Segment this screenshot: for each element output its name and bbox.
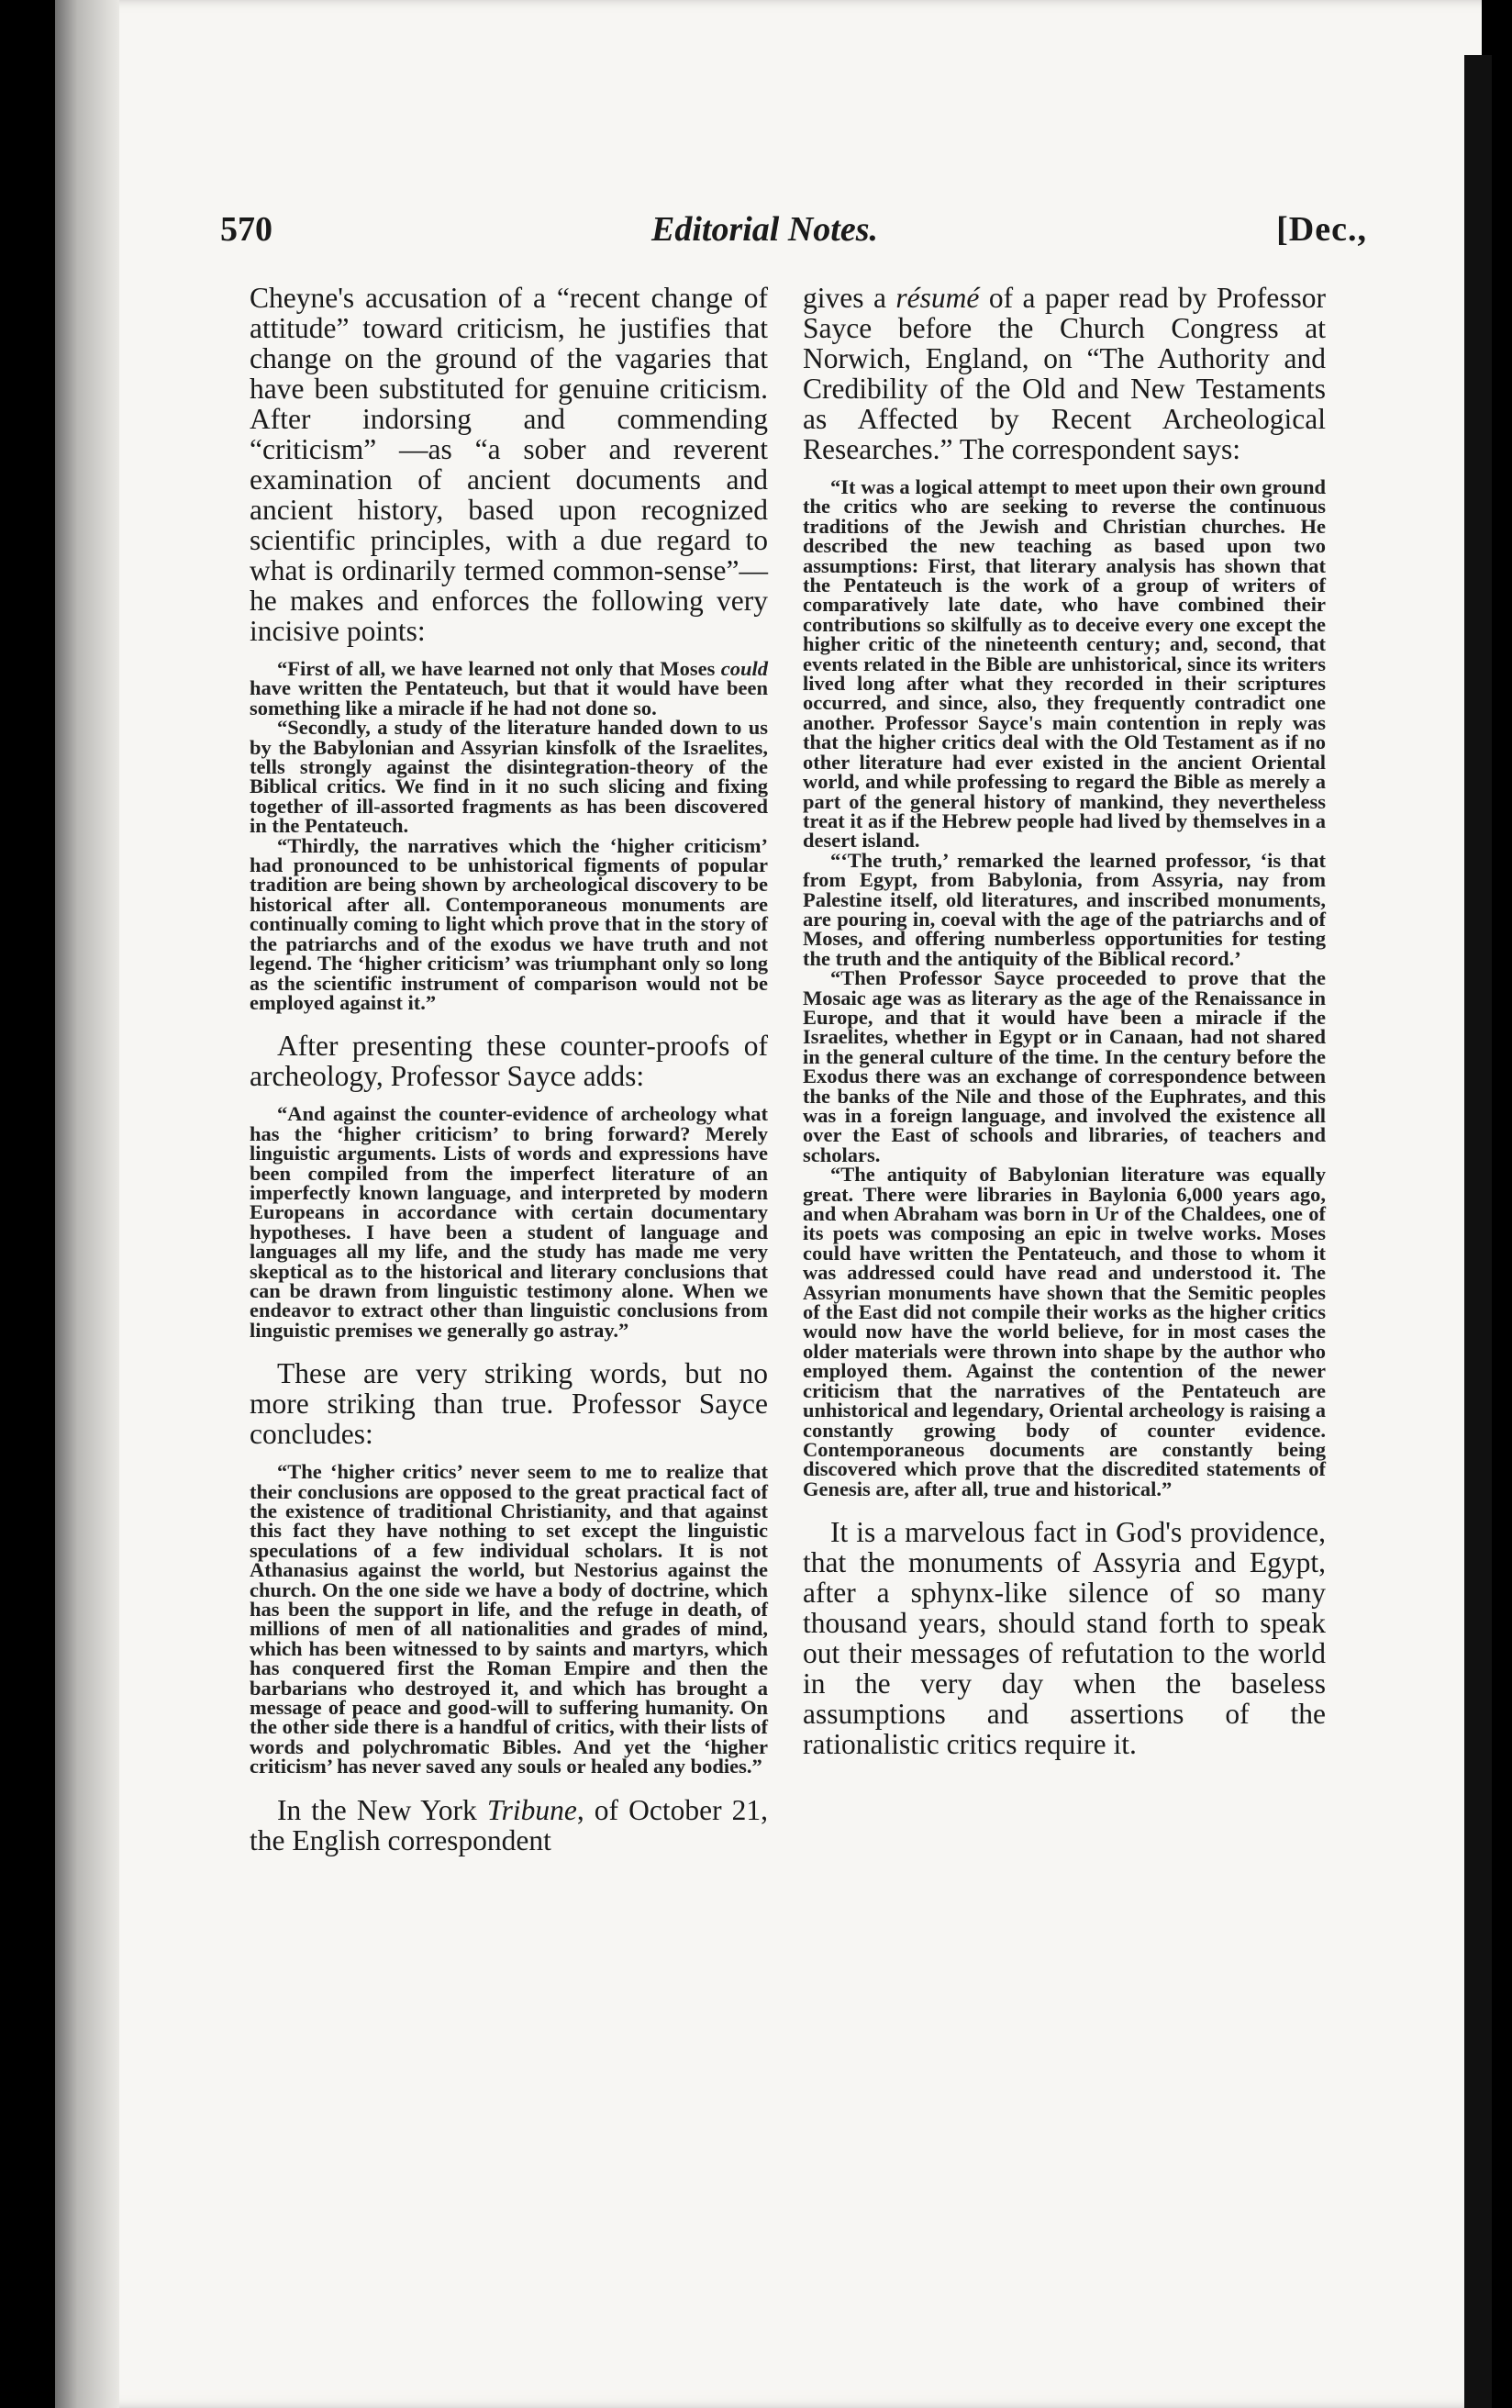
quote-paragraph: “Then Professor Sayce proceeded to prove that the Mosaic age was as literary as the age of the Renaissance in Europe, and that it would have been a miracle if the Israelites, whether in Egypt or in Canaan, had not shared in the general culture of the time. In the century before the Exodus there was an exchange of correspondence between the banks of the Nile and those of the Euphrates, and this was in a foreign language, and involved the existence all over the East of schools and libraries, of teachers and scholars. [803,966,1326,1166]
quote-paragraph: “Thirdly, the narratives which the ‘higher criticism’ had pronounced to be unhistorical figments of popular tradition are being shown by archeological discovery to be historical after all. Contemporaneous monuments are continually coming to light which prove that in the story of the patriarchs and of the exodus we have truth and not legend. The ‘higher criticism’ was triumphant only so long as the scientific instrument of comparison would not be employed against it.” [250,833,768,1014]
quote-paragraph: “And against the counter-evidence of archeology what has the ‘higher criticism’ to bring forward? Merely linguistic arguments. Lists of words and expressions have been compiled from the imperfect literature of an imperfectly known language, and interpreted by modern Europeans in accordance with certain documentary hypotheses. I have been a student of language and languages all my life, and the study has made me very skeptical as to the historical and literary conclusions that can be drawn from linguistic testimony alone. When we endeavor to extract other than linguistic conclusions from linguistic premises we generally go astray.” [250,1102,768,1342]
header-date: [Dec., [1276,210,1367,249]
quote-paragraph: “First of all, we have learned not only that Moses could have written the Pentateuch, but that it would have been something like a miracle if he had not done so. [250,657,768,719]
paragraph: gives a résumé of a paper read by Professor Sayce before the Church Congress at Norwich, England, on “The Authority and Credibility of the Old and New Testaments as Affected by Recent Archeological Researches.” The correspondent says: [803,282,1326,465]
paragraph: Cheyne's accusation of a “recent change of attitude” toward criticism, he justifies that change on the ground of the vagaries that have been substituted for genuine criticism. After indorsing and commending “criticism” —as “a sober and reverent examination of ancient documents and ancient history, based upon recognized scientific principles, with a due regard to what is ordinarily termed common-sense”— he makes and enforces the following very incisive points: [250,282,768,647]
paragraph: These are very striking words, but no more striking than true. Professor Sayce concludes: [250,1357,768,1451]
page-number: 570 [220,210,272,249]
running-title: Editorial Notes. [651,210,879,249]
page-header [220,209,1367,264]
quote-paragraph: “The antiquity of Babylonian literature was equally great. There were libraries in Baylonia 6,000 years ago, and when Abraham was born in Ur of the Chaldees, one of its poets was composing an epic in twelve works. Moses could have written the Pentateuch, and those to whom it was addressed could have read and understood it. The Assyrian monuments have shown that the Semitic peoples of the East did not compile their works as the higher critics would now have the world believe, for in most cases the older materials were thrown into shape by the author who employed them. Against the contention of the newer criticism that the narratives of the Pentateuch are unhistorical and legendary, Oriental archeology is raising a constantly growing body of counter evidence. Contemporaneous documents are constantly being discovered which prove that the discredited statements of Genesis are, after all, true and historical.” [803,1163,1326,1500]
quote-paragraph: “The ‘higher critics’ never seem to me to realize that their conclusions are opposed to the great practical fact of the existence of traditional Christianity, and that against this fact they have nothing to set except the linguistic speculations of a few individual scholars. It is not Athanasius against the world, but Nestorius against the church. On the one side we have a body of doctrine, which has been the support in life, and the refuge in death, of millions of men of all nationalities and grades of mind, which has been witnessed to by saints and martyrs, which has conquered first the Roman Empire and then the barbarians who destroyed it, and which has brought a message of peace and good-will to suffering humanity. On the other side there is a handful of critics, with their lists of words and polychromatic Bibles. And yet the ‘higher criticism’ has never saved any souls or healed any bodies.” [250,1460,768,1778]
left-column [250,283,768,1856]
paragraph: In the New York Tribune, of October 21, the English correspondent [250,1793,768,1856]
facing-page-edge [1464,55,1492,2408]
paragraph: It is a marvelous fact in God's providence, that the monuments of Assyria and Egypt, after a sphynx-like silence of so many thousand years, should stand forth to speak out their messages of refutation to the world in the very day when the baseless assumptions and assertions of the rationalistic critics require it. [803,1516,1326,1761]
quote-paragraph: “Secondly, a study of the literature handed down to us by the Babylonian and Assyrian kinsfolk of the Israelites, tells strongly against the disintegration-theory of the Biblical critics. We find in it no such slicing and fixing together of ill-assorted fragments as has been discovered in the Pentateuch. [250,716,768,838]
quote-paragraph: “It was a logical attempt to meet upon their own ground the critics who are seeking to reverse the continuous traditions of the Jewish and Christian churches. He described the new teaching as based upon two assumptions: First, that literary analysis has shown that the Pentateuch is the work of a group of writers of comparatively late date, who have combined their contributions so skilfully as to deceive every one except the higher critic of the nineteenth century; and, second, that events related in the Bible are unhistorical, since its writers lived long after what they recorded in their scriptures occurred, and since, also, they frequently contradict one another. Professor Sayce's main contention in reply was that the higher critics deal with the Old Testament as if no other literature had ever existed in the ancient Oriental world, and while professing to regard the Bible as merely a part of the general history of mankind, they nevertheless treat it as if the Hebrew people had lived by themselves in a desert island. [803,475,1326,853]
binding-gutter [55,0,119,2408]
paragraph: After presenting these counter-proofs of archeology, Professor Sayce adds: [250,1030,768,1093]
quote-paragraph: “‘The truth,’ remarked the learned professor, ‘is that from Egypt, from Babylonia, from Assyria, nay from Palestine itself, old literatures, and inscribed monuments, are pouring in, coeval with the age of the patriarchs and of Moses, and offering numberless opportunities for testing the truth and the antiquity of the Biblical record.’ [803,848,1326,970]
right-column [803,283,1326,1759]
